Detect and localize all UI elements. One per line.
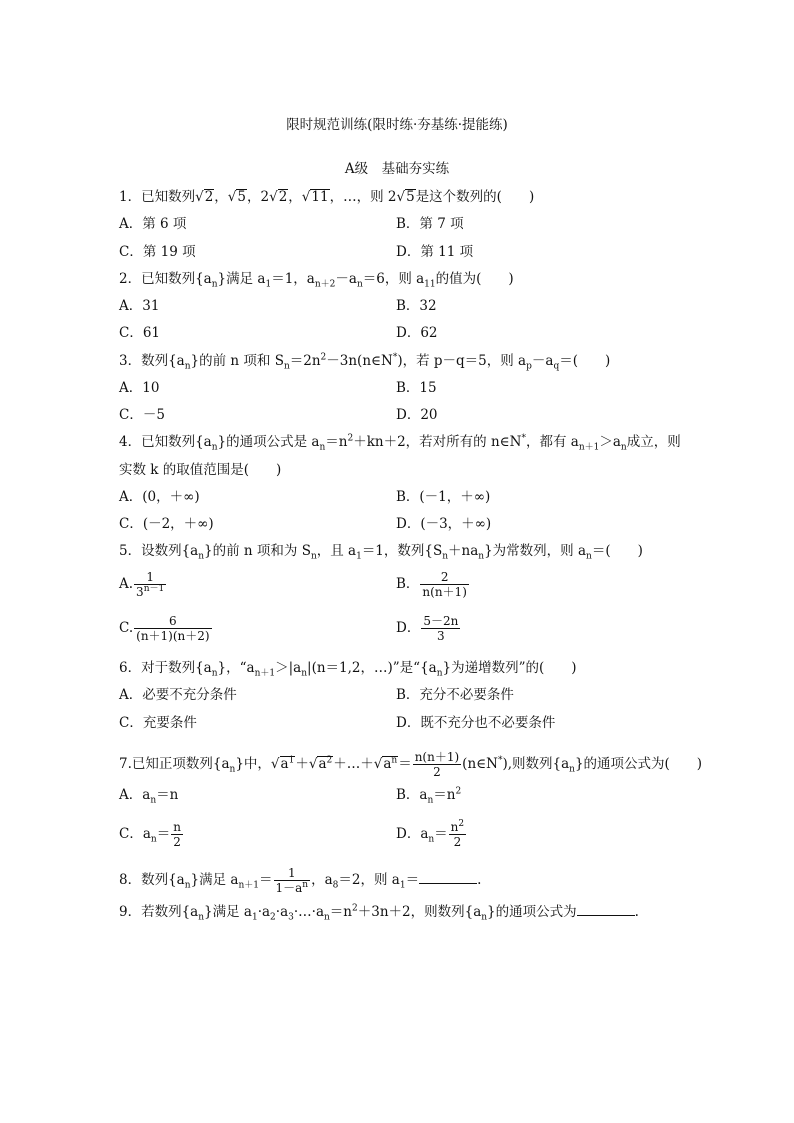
q9-t6: ＝n bbox=[329, 904, 352, 920]
q7-r2: a bbox=[318, 756, 327, 772]
q1-root-5: 5 bbox=[406, 189, 415, 205]
question-7: 7.已知正项数列$\{a_n\}$中，$√a^1+√a^2+\dots+√a^n=$ $\frac{n(n+1)}{2}$ (n∈N*),则数列$\{a_n\}$的通项公式为( ) bbox=[119, 750, 703, 779]
q7-option-c[interactable] bbox=[119, 820, 184, 849]
q8-answer-blank[interactable] bbox=[419, 871, 477, 884]
q7-option-b[interactable] bbox=[396, 786, 461, 804]
q1-option-b[interactable]: B．第 7 项 bbox=[396, 216, 464, 232]
q3-t5: )，若 p－q＝5，则 a bbox=[397, 353, 527, 369]
q2-option-b[interactable]: B．32 bbox=[396, 298, 437, 314]
q8-fden-exp: n bbox=[302, 880, 309, 890]
question-2 bbox=[119, 270, 514, 288]
q3-s3: 2 bbox=[320, 352, 327, 363]
q5-b-label: B． bbox=[396, 576, 420, 592]
q5-t3: ，且 a bbox=[316, 543, 357, 559]
q3-option-d[interactable]: D．20 bbox=[396, 407, 438, 423]
q9-s1: n bbox=[198, 912, 205, 923]
q5-d-fraction bbox=[421, 614, 460, 643]
q8-t2: }满足 a bbox=[190, 872, 239, 888]
q2-t3: ＝1，a bbox=[271, 271, 315, 287]
q7-fnum: n(n＋1) bbox=[414, 750, 460, 764]
q4-s6: n bbox=[620, 442, 627, 453]
q8-fnum: 1 bbox=[287, 866, 296, 880]
q9-answer-blank[interactable] bbox=[577, 903, 635, 916]
q7-c-t1: C．a bbox=[119, 826, 151, 842]
q7-c-fraction bbox=[171, 820, 183, 849]
q5-s6: n bbox=[586, 551, 592, 562]
q5-d-den: 3 bbox=[421, 628, 460, 643]
q8-end: . bbox=[477, 872, 482, 888]
q6-s1: n bbox=[211, 668, 218, 679]
q6-option-a[interactable]: A．必要不充分条件 bbox=[119, 687, 237, 703]
q4-option-c[interactable]: C．(－2，＋∞) bbox=[119, 516, 214, 532]
q3-t4: －3n(n∈N bbox=[326, 353, 393, 369]
q7-a-t2: ＝n bbox=[156, 787, 179, 803]
q5-t7: ＝( ) bbox=[591, 543, 643, 559]
q7-t1: 7.已知正项数列{a bbox=[119, 756, 230, 772]
q5-s4: n bbox=[442, 551, 449, 562]
q9-t7: ＋3n＋2，则数列{a bbox=[357, 904, 482, 920]
q6-s4: n bbox=[436, 668, 443, 679]
page-title: 限时规范训练(限时练·夯基练·提能练) bbox=[286, 117, 508, 133]
q4-t1: 4．已知数列{a bbox=[119, 434, 212, 450]
q7-t4: ),则数列{a bbox=[502, 756, 570, 772]
q5-c-num: 6 bbox=[169, 614, 177, 628]
q7-c-den: 2 bbox=[171, 834, 183, 849]
q1-option-c[interactable]: C．第 19 项 bbox=[119, 244, 196, 260]
q3-option-b[interactable]: B．15 bbox=[396, 380, 437, 396]
q3-t2: }的前 n 项和 S bbox=[190, 353, 284, 369]
q8-s1: n bbox=[184, 880, 191, 891]
q7-root-1 bbox=[280, 756, 296, 771]
q8-t3: ＝ bbox=[259, 872, 273, 888]
q7-t2: }中， bbox=[235, 756, 271, 772]
q3-t6: －a bbox=[531, 353, 554, 369]
q8-s4: 1 bbox=[399, 880, 406, 891]
q5-a-base: 3 bbox=[136, 585, 144, 599]
q5-t6: }为常数列，则 a bbox=[484, 543, 587, 559]
question-4-line-2: 实数 k 的取值范围是( ) bbox=[119, 462, 282, 478]
q5-option-c[interactable] bbox=[119, 614, 213, 643]
q1-mid: ，…，则 2 bbox=[329, 189, 397, 205]
q3-option-a[interactable]: A．10 bbox=[119, 380, 160, 396]
q4-t3: ＝n bbox=[325, 434, 348, 450]
q5-a-exp: n－1 bbox=[143, 584, 165, 594]
q7-root-2 bbox=[317, 756, 333, 771]
q4-s2: n bbox=[319, 442, 326, 453]
q7-plus1: ＋ bbox=[295, 756, 309, 772]
q9-s7: n bbox=[481, 912, 488, 923]
q4-t4: ＋kn＋2，若对所有的 n∈N bbox=[353, 434, 522, 450]
q5-s1: n bbox=[198, 551, 205, 562]
q4-s1: n bbox=[211, 442, 218, 453]
q3-s2: n bbox=[283, 361, 290, 372]
q1-coef: 2 bbox=[260, 189, 270, 205]
q7-d-t2: ＝ bbox=[434, 826, 448, 842]
q6-t3: ＞|a bbox=[275, 660, 302, 676]
q7-b-sup: 2 bbox=[455, 786, 462, 797]
q5-d-num: 5－2n bbox=[423, 614, 459, 628]
q5-s2: n bbox=[310, 551, 317, 562]
q6-option-c[interactable]: C．充要条件 bbox=[119, 715, 197, 731]
q5-s5: n bbox=[478, 551, 485, 562]
q1-root-4: 11 bbox=[311, 189, 329, 205]
q7-d-t1: D．a bbox=[396, 826, 429, 842]
q2-s5: 11 bbox=[424, 279, 436, 290]
q2-t4: －a bbox=[335, 271, 357, 287]
q9-t4: ·a bbox=[275, 904, 289, 920]
q1-root-3: 2 bbox=[278, 189, 288, 205]
q5-t2: }的前 n 项和为 S bbox=[204, 543, 311, 559]
q7-b-t1: B．a bbox=[396, 787, 428, 803]
q3-s6: q bbox=[553, 361, 560, 372]
q4-t6: ＞a bbox=[599, 434, 621, 450]
q8-fden-base: 1－a bbox=[275, 881, 303, 895]
q6-t4: |(n＝1,2，…)”是“{a bbox=[307, 660, 437, 676]
q2-option-a[interactable]: A．31 bbox=[119, 298, 160, 314]
q9-t1: 9．若数列{a bbox=[119, 904, 199, 920]
q7-e1: 1 bbox=[288, 755, 295, 766]
q1-root-2: 5 bbox=[237, 189, 246, 205]
q2-option-d[interactable]: D．62 bbox=[396, 325, 438, 341]
q5-option-d[interactable] bbox=[396, 614, 461, 643]
q1-option-d[interactable]: D．第 11 项 bbox=[396, 244, 474, 260]
q7-b-t2: ＝n bbox=[433, 787, 456, 803]
q7-root-3 bbox=[382, 756, 398, 771]
q9-end: . bbox=[634, 904, 639, 920]
q7-d-num bbox=[449, 820, 466, 834]
q1-option-a[interactable]: A．第 6 项 bbox=[119, 216, 187, 232]
q8-s2: n＋1 bbox=[238, 880, 259, 891]
q7-s1: n bbox=[229, 764, 236, 775]
q5-option-b[interactable] bbox=[396, 570, 470, 599]
q4-option-a[interactable]: A．(0，＋∞) bbox=[119, 489, 200, 505]
q4-t7: 成立，则 bbox=[626, 434, 681, 450]
q8-fden bbox=[274, 880, 311, 895]
q5-t5: ＋na bbox=[448, 543, 479, 559]
q9-s6: 2 bbox=[352, 903, 358, 914]
q5-t4: ＝1，数列{S bbox=[361, 543, 443, 559]
q7-fraction bbox=[413, 750, 461, 779]
q8-t4: ，a bbox=[311, 872, 333, 888]
q4-s4: * bbox=[521, 433, 526, 444]
q5-b-num: 2 bbox=[440, 570, 449, 584]
q5-s3: 1 bbox=[356, 551, 362, 562]
q2-s2: 1 bbox=[265, 279, 272, 290]
q7-s2: n bbox=[569, 764, 575, 775]
q5-a-label: A. bbox=[119, 576, 134, 592]
q2-t6: 的值为( ) bbox=[435, 271, 514, 287]
question-8 bbox=[119, 866, 481, 895]
q8-t5: ＝2，则 a bbox=[338, 872, 400, 888]
q7-t5: }的通项公式为( ) bbox=[574, 756, 703, 772]
section-heading: A级 基础夯实练 bbox=[344, 161, 450, 177]
q2-s4: n bbox=[356, 279, 363, 290]
q1-stem: 1．已知数列 bbox=[119, 189, 196, 205]
q4-option-b[interactable]: B．(－1，＋∞) bbox=[396, 489, 491, 505]
q8-t1: 8．数列{a bbox=[119, 872, 185, 888]
q7-d-s: n bbox=[428, 834, 435, 845]
q3-t7: ＝( ) bbox=[559, 353, 611, 369]
q4-s3: 2 bbox=[347, 433, 354, 444]
q4-s5: n＋1 bbox=[578, 442, 600, 453]
question-4 bbox=[119, 433, 681, 451]
q7-d-num-base: n bbox=[450, 820, 459, 834]
q6-option-d[interactable]: D．既不充分也不必要条件 bbox=[396, 715, 556, 731]
q2-s3: n＋2 bbox=[314, 279, 336, 290]
q7-e3: n bbox=[391, 755, 398, 766]
q4-t2: }的通项公式是 a bbox=[217, 434, 320, 450]
q7-t3: (n∈N bbox=[462, 756, 498, 772]
question-6 bbox=[119, 659, 577, 677]
q7-star: * bbox=[497, 755, 503, 766]
q7-b-s: n bbox=[427, 795, 434, 806]
q6-t2: }，“a bbox=[217, 660, 255, 676]
q7-a-s: n bbox=[150, 795, 157, 806]
q6-s3: n bbox=[301, 668, 308, 679]
question-1: 1．已知数列√2，√5，2√2，√11，…，则 2√5是这个数列的( ) bbox=[119, 189, 535, 205]
question-5 bbox=[119, 542, 643, 560]
q7-c-num: n bbox=[173, 820, 181, 834]
q9-s4: 3 bbox=[288, 912, 294, 923]
q7-fden: 2 bbox=[413, 764, 461, 779]
q5-b-den: n(n＋1) bbox=[422, 585, 467, 599]
q6-t1: 6．对于数列{a bbox=[119, 660, 212, 676]
q9-t8: }的通项公式为 bbox=[487, 904, 577, 920]
q9-s3: 2 bbox=[270, 912, 276, 923]
q6-s2: n＋1 bbox=[254, 668, 276, 679]
q6-option-b[interactable]: B．充分不必要条件 bbox=[396, 687, 514, 703]
question-9 bbox=[119, 903, 639, 921]
q7-c-t2: ＝ bbox=[156, 826, 171, 842]
q7-e2: 2 bbox=[326, 755, 333, 766]
q3-s4: * bbox=[392, 352, 398, 363]
q7-d-num-sup: 2 bbox=[458, 819, 465, 829]
q7-eq: ＝ bbox=[398, 756, 412, 772]
question-3 bbox=[119, 352, 610, 370]
q5-c-label: C. bbox=[119, 620, 134, 636]
q5-a-fraction bbox=[134, 570, 166, 599]
q2-t5: ＝6，则 a bbox=[362, 271, 425, 287]
q2-t1: 2．已知数列{a bbox=[119, 271, 212, 287]
q9-s5: n bbox=[324, 912, 330, 923]
q9-t5: ·…·a bbox=[293, 904, 324, 920]
q7-d-den: 2 bbox=[449, 834, 466, 849]
q7-d-fraction bbox=[449, 820, 466, 849]
q7-r1: a bbox=[280, 756, 289, 772]
q8-t6: ＝ bbox=[405, 872, 420, 888]
q4-option-d[interactable]: D．(－3，＋∞) bbox=[396, 516, 492, 532]
q3-option-c[interactable]: C．－5 bbox=[119, 407, 165, 423]
q5-t1: 5．设数列{a bbox=[119, 543, 199, 559]
q2-option-c[interactable]: C．61 bbox=[119, 325, 161, 341]
q8-fraction bbox=[274, 866, 311, 895]
q7-c-s: n bbox=[150, 834, 157, 845]
q3-t1: 3．数列{a bbox=[119, 353, 185, 369]
q4-t5: ，都有 a bbox=[525, 434, 579, 450]
q1-tail: 是这个数列的( ) bbox=[415, 189, 535, 205]
q5-b-fraction bbox=[420, 570, 468, 599]
q2-t2: }满足 a bbox=[217, 271, 266, 287]
q9-s2: 1 bbox=[251, 912, 258, 923]
q5-a-den bbox=[134, 584, 166, 599]
q5-d-label: D． bbox=[396, 620, 421, 636]
q5-option-a[interactable] bbox=[119, 570, 167, 599]
q3-s5: p bbox=[526, 361, 532, 372]
q5-a-num: 1 bbox=[146, 570, 154, 584]
q3-t3: ＝2n bbox=[289, 353, 321, 369]
q9-t2: }满足 a bbox=[204, 904, 252, 920]
q7-a-t1: A．a bbox=[119, 787, 151, 803]
q5-c-den: (n＋1)(n＋2) bbox=[136, 629, 210, 643]
q5-c-fraction bbox=[134, 614, 211, 643]
q8-s3: 8 bbox=[332, 880, 339, 891]
q7-option-d[interactable] bbox=[396, 820, 467, 849]
q3-s1: n bbox=[184, 361, 191, 372]
q7-option-a[interactable] bbox=[119, 786, 178, 804]
q9-t3: ·a bbox=[257, 904, 271, 920]
q6-t5: }为递增数列”的( ) bbox=[442, 660, 577, 676]
q7-r3: a bbox=[383, 756, 392, 772]
q2-s1: n bbox=[211, 279, 218, 290]
q1-root-1: 2 bbox=[204, 189, 214, 205]
q7-plus2: ＋…＋ bbox=[333, 756, 374, 772]
